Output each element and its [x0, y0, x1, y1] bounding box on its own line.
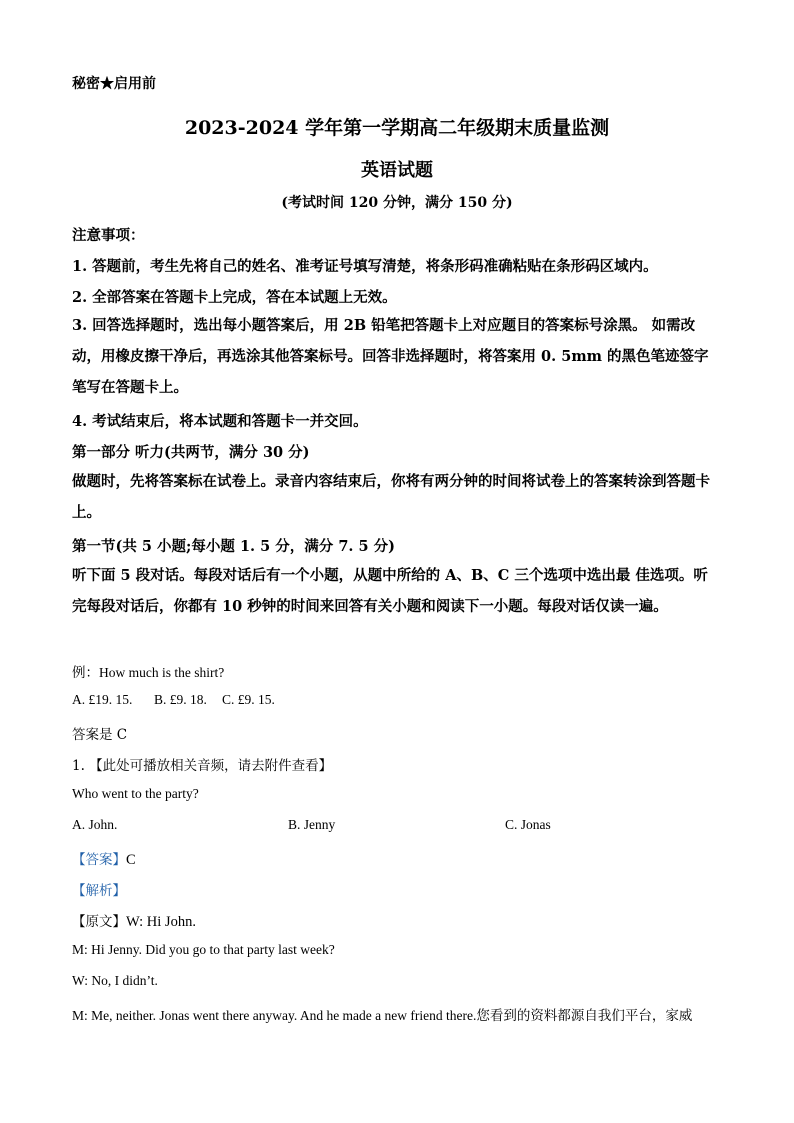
- exam-title: 2023-2024 学年第一学期高二年级期末质量监测: [184, 117, 610, 139]
- question1-option-a: A. John.: [72, 817, 118, 832]
- part1-instruction: 做题时，先将答案标在试卷上。录音内容结束后，你将有两分钟的时间将试卷上的答案转涂到答题卡上。: [72, 473, 710, 521]
- example-question: 例：How much is the shirt?: [72, 665, 225, 680]
- answer-label: 【答案】: [72, 852, 126, 868]
- section1-instruction: 听下面 5 段对话。每段对话后有一个小题，从题中所给的 A、B、C 三个选项中选出最 佳选项。听完每段对话后，你都有 10 秒钟的时间来回答有关小题和阅读下一小题。每段对话仅读一遍。: [72, 567, 708, 615]
- question1-text: Who went to the party?: [72, 786, 199, 801]
- example-options: [72, 692, 722, 708]
- question1-option-b: B. Jenny: [288, 817, 336, 832]
- question1-options: [72, 817, 722, 833]
- notice-item-3: 3. 回答选择题时，选出每小题答案后，用 2B 铅笔把答题卡上对应题目的答案标号涂黑。 如需改动，用橡皮擦干净后，再选涂其他答案标号。回答非选择题时，将答案用 0. 5mm 的黑色笔迹签字笔写在答题卡上。: [72, 317, 709, 396]
- analysis-label: 【解析】: [72, 883, 126, 899]
- transcript-line-1: [72, 910, 722, 931]
- example-option-c: C. £9. 15.: [222, 692, 275, 707]
- example-option-a: A. £19. 15.: [72, 692, 133, 707]
- notice-heading: 注意事项：: [72, 227, 145, 244]
- question1-audio: 1. 【此处可播放相关音频，请去附件查看】: [72, 758, 333, 774]
- answer-value: C: [126, 852, 136, 868]
- example-option-b: B. £9. 18.: [154, 692, 207, 707]
- original-label: 【原文】: [72, 914, 126, 930]
- part1-heading: 第一部分 听力(共两节，满分 30 分): [72, 444, 310, 461]
- transcript-line-1-text: W: Hi John.: [126, 914, 196, 930]
- notice-item-2: 2. 全部答案在答题卡上完成，答在本试题上无效。: [72, 289, 397, 306]
- transcript-line-4: M: Me, neither. Jonas went there anyway. And he made a new friend there.您看到的资料都源自我们平台，家威: [72, 1008, 693, 1023]
- confidential-label: 秘密★启用前: [72, 76, 156, 92]
- transcript-line-2: M: Hi Jenny. Did you go to that party last week?: [72, 942, 335, 957]
- exam-subtitle: 英语试题: [361, 160, 433, 181]
- transcript-line-3: W: No, I didn’t.: [72, 973, 158, 988]
- example-answer: 答案是 C: [72, 727, 128, 743]
- notice-item-1: 1. 答题前，考生先将自己的姓名、准考证号填写清楚，将条形码准确粘贴在条形码区域内。: [72, 258, 658, 275]
- exam-meta: (考试时间 120 分钟，满分 150 分): [281, 195, 513, 211]
- notice-item-4: 4. 考试结束后，将本试题和答题卡一并交回。: [72, 413, 368, 430]
- section1-heading: 第一节(共 5 小题;每小题 1. 5 分，满分 7. 5 分): [72, 538, 395, 555]
- question1-option-c: C. Jonas: [505, 817, 551, 832]
- question1-answer: [72, 848, 722, 869]
